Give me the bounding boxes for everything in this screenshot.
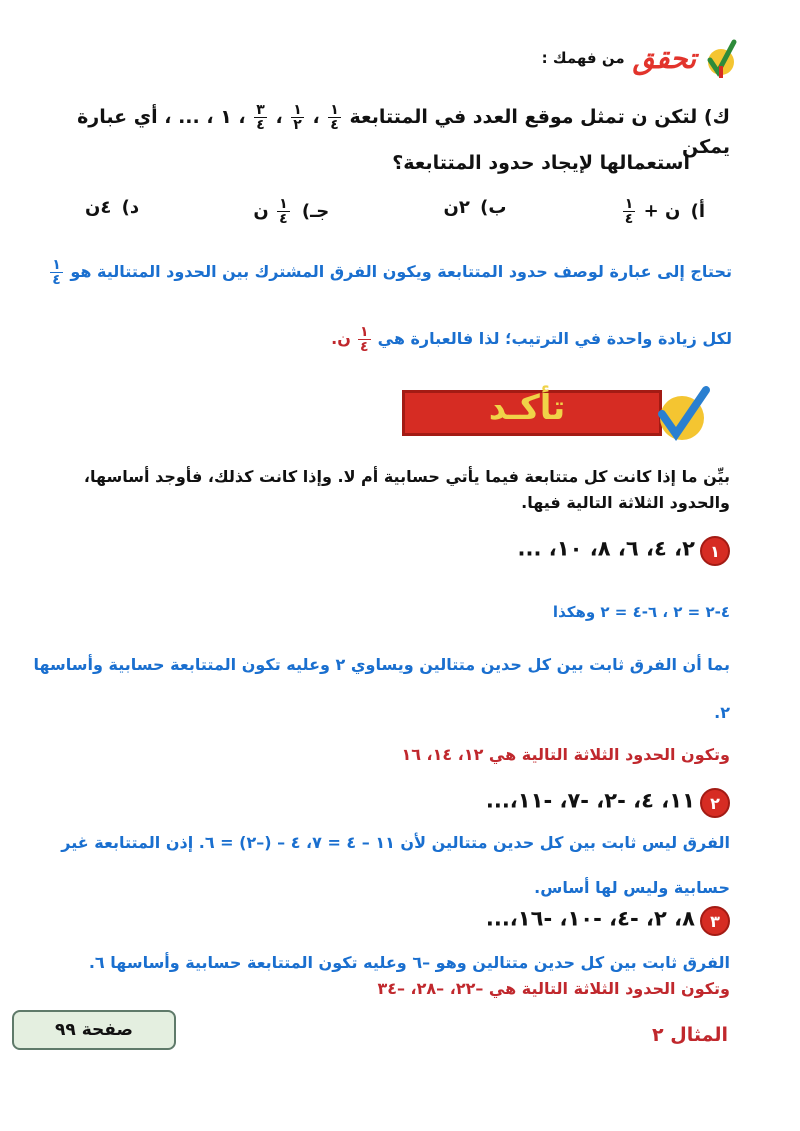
checkmark-icon bbox=[704, 38, 738, 78]
exercise-1-next-terms: وتكون الحدود الثلاثة التالية هي ١٢، ١٤، ١٦ bbox=[401, 745, 730, 764]
page-number-box: صفحة ٩٩ bbox=[12, 1010, 176, 1050]
answer-line2: لكل زيادة واحدة في الترتيب؛ لذا فالعبارة هي $\frac{١}{٤}$ ن. bbox=[331, 324, 732, 355]
exercise-2-explanation-cont: حسابية وليس لها أساس. bbox=[534, 878, 730, 897]
question-line2: استعمالها لإيجاد حدود المتتابعة؟ bbox=[392, 152, 690, 174]
option-a[interactable]: أ) ن + $\frac{١}{٤}$ bbox=[624, 196, 705, 227]
fraction: $\frac{١}{٤}$ bbox=[330, 102, 339, 133]
exercise-sequence: ٨، ٢، -٤، -١٠، -١٦،... bbox=[485, 906, 695, 931]
question-line1: ك) لتكن ن تمثل موقع العدد في المتتابعة $\frac{١}{٤}$ ، $\frac{١}{٢}$ ، $\frac{٣}{٤}$ ، ١ ، ... ، أي عبارة يمكن bbox=[77, 102, 730, 158]
exercise-number-badge: ٣ bbox=[700, 906, 730, 936]
check-subtitle: من فهمك : bbox=[541, 49, 625, 67]
option-b[interactable]: ب) ٢ن bbox=[443, 197, 507, 218]
example-label: المثال ٢ bbox=[652, 1024, 728, 1046]
exercise-1-explanation: بما أن الفرق ثابت بين كل حدين متتالين ويساوي ٢ وعليه تكون المتتابعة حسابية وأساسها bbox=[33, 655, 730, 674]
exercise-2-explanation: الفرق ليس ثابت بين كل حدين متتالين لأن ١١ – ٤ = ٧، ٤ – (–٢) = ٦. إذن المتتابعة غير bbox=[61, 833, 730, 852]
option-c[interactable]: جـ) $\frac{١}{٤}$ ن bbox=[253, 196, 330, 227]
question-text-after: ، ١ ، ... ، أي عبارة يمكن bbox=[77, 106, 730, 158]
exercise-3-next-terms: وتكون الحدود الثلاثة التالية هي –٢٢، –٢٨، –٣٤ bbox=[377, 979, 730, 998]
exercise-2 bbox=[486, 788, 730, 818]
banner-text: تأكـد bbox=[488, 388, 566, 428]
exercise-number-badge: ٢ bbox=[700, 788, 730, 818]
exercise-1-work: ٤-٢ = ٢ ، ٦-٤ = ٢ وهكذا bbox=[552, 603, 730, 621]
question-label: ك) bbox=[703, 106, 730, 128]
confirm-banner bbox=[402, 382, 712, 444]
exercise-3-explanation: الفرق ثابت بين كل حدين متتالين وهو –٦ وعليه تكون المتتابعة حسابية وأساسها ٦. bbox=[88, 953, 730, 972]
check-understanding-header bbox=[542, 38, 738, 78]
answer-line1: تحتاج إلى عبارة لوصف حدود المتتابعة ويكون الفرق المشترك بين الحدود المتتالية هو $\frac{١}{٤}$ bbox=[52, 257, 732, 288]
exercise-number-badge: ١ bbox=[700, 536, 730, 566]
check-title: تحقق bbox=[632, 41, 696, 75]
instructions: بيِّن ما إذا كانت كل متتابعة فيما يأتي حسابية أم لا. وإذا كانت كذلك، فأوجد أساسها، والحدود الثلاثة التالية فيها. bbox=[83, 467, 730, 512]
exercise-sequence: ١١، ٤، -٢، -٧، -١١،... bbox=[485, 788, 695, 813]
exercise-3 bbox=[486, 906, 730, 936]
exercise-1-explanation-cont: ٢. bbox=[714, 703, 730, 722]
exercise-sequence: ٢، ٤، ٦، ٨، ١٠، ... bbox=[517, 536, 695, 561]
answer-options bbox=[85, 197, 705, 226]
fraction: $\frac{١}{٢}$ bbox=[293, 102, 302, 133]
checkmark-icon bbox=[652, 382, 712, 444]
option-d[interactable]: د) ٤ن bbox=[85, 197, 140, 218]
exercise-1 bbox=[518, 536, 730, 566]
fraction: $\frac{٣}{٤}$ bbox=[256, 102, 265, 133]
question-text-before: لتكن ن تمثل موقع العدد في المتتابعة bbox=[349, 106, 698, 128]
